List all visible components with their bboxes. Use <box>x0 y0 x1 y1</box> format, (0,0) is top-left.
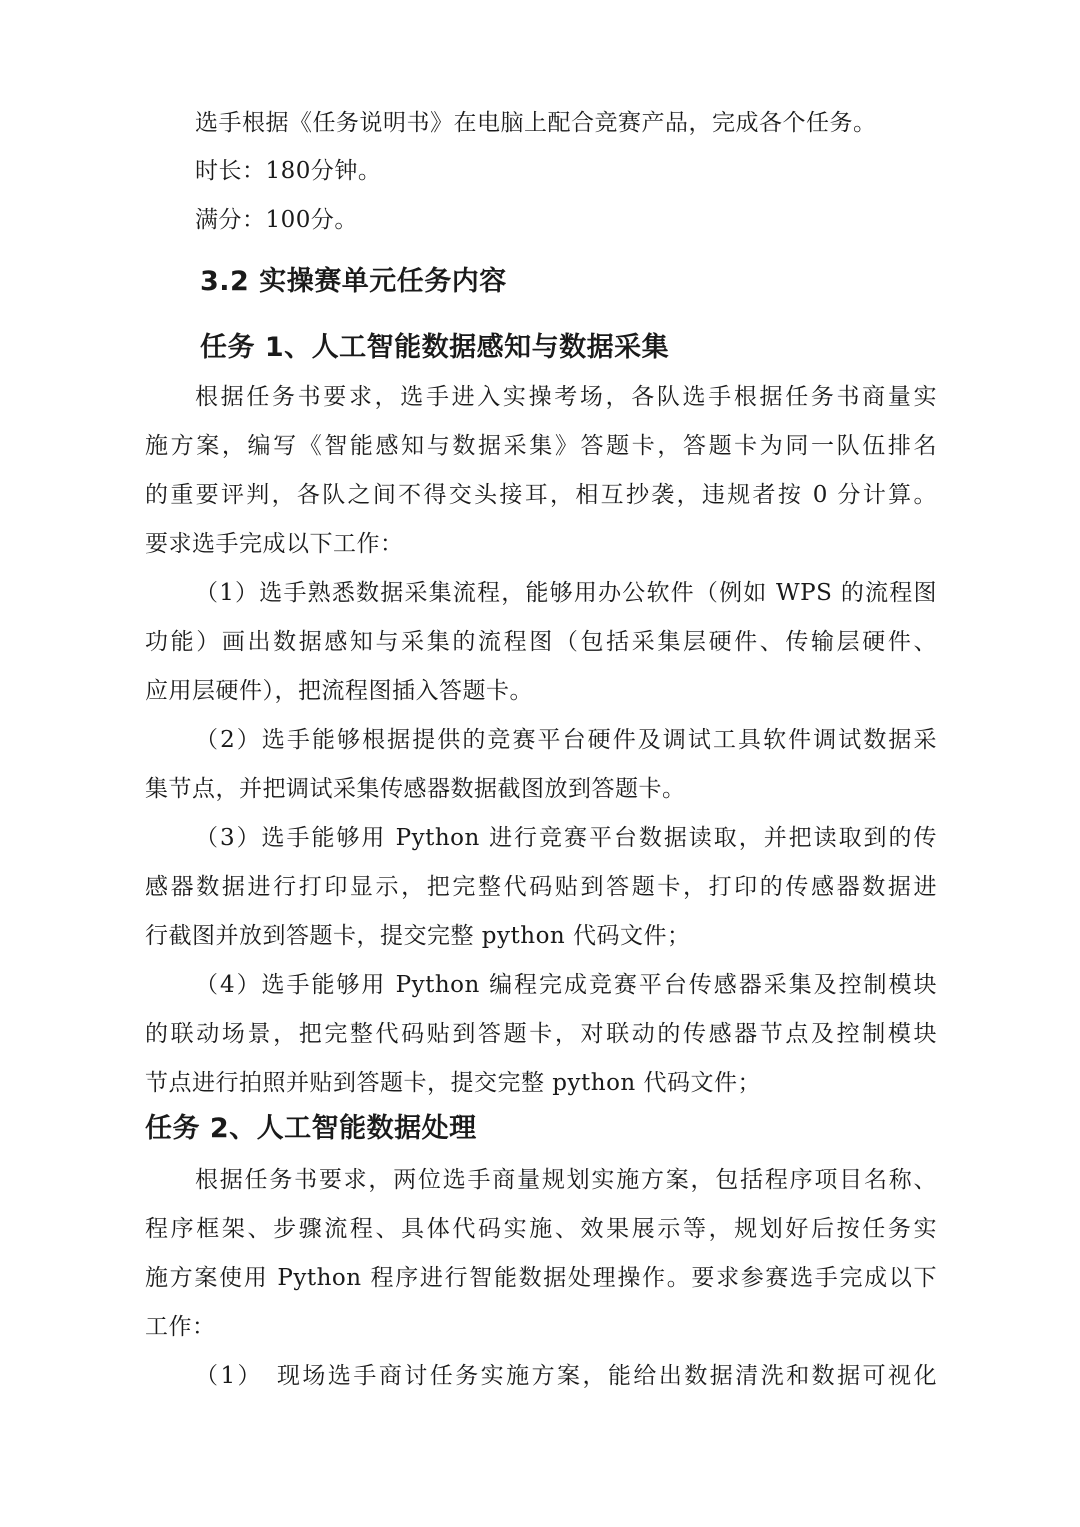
task1-item4-line: （4）选手能够用 Python 编程完成竞赛平台传感器采集及控制模块 <box>195 972 937 998</box>
score-text: 满分：100分。 <box>195 207 358 233</box>
task2-heading: 任务 2、人工智能数据处理 <box>145 1113 477 1144</box>
task1-paragraph-line: 施方案，编写《智能感知与数据采集》答题卡，答题卡为同一队伍排名 <box>145 433 937 459</box>
task1-heading: 任务 1、人工智能数据感知与数据采集 <box>200 332 670 363</box>
task2-paragraph-line: 施方案使用 Python 程序进行智能数据处理操作。要求参赛选手完成以下 <box>145 1265 937 1291</box>
task1-paragraph-line: 要求选手完成以下工作： <box>145 531 404 557</box>
task1-item2-line: 集节点，并把调试采集传感器数据截图放到答题卡。 <box>145 776 686 802</box>
task1-paragraph-line: 的重要评判，各队之间不得交头接耳，相互抄袭，违规者按 0 分计算。 <box>145 482 937 508</box>
duration-text: 时长：180分钟。 <box>195 158 382 184</box>
task1-item1-line: 功能）画出数据感知与采集的流程图（包括采集层硬件、传输层硬件、 <box>145 629 937 655</box>
task1-item3-line: （3）选手能够用 Python 进行竞赛平台数据读取，并把读取到的传 <box>195 825 937 851</box>
task1-item1-line: 应用层硬件），把流程图插入答题卡。 <box>145 678 533 704</box>
task1-paragraph-line: 根据任务书要求，选手进入实操考场，各队选手根据任务书商量实 <box>195 384 937 410</box>
task2-paragraph-line: 根据任务书要求，两位选手商量规划实施方案，包括程序项目名称、 <box>195 1167 937 1193</box>
task2-paragraph-line: 程序框架、步骤流程、具体代码实施、效果展示等，规划好后按任务实 <box>145 1216 937 1242</box>
task1-item4-line: 的联动场景，把完整代码贴到答题卡，对联动的传感器节点及控制模块 <box>145 1021 937 1047</box>
section-heading: 3.2 实操赛单元任务内容 <box>200 266 507 297</box>
intro-line: 选手根据《任务说明书》在电脑上配合竞赛产品，完成各个任务。 <box>195 110 877 136</box>
task1-item3-line: 行截图并放到答题卡，提交完整 python 代码文件； <box>145 923 691 949</box>
task2-item1-line: （1） 现场选手商讨任务实施方案，能给出数据清洗和数据可视化 <box>195 1363 937 1389</box>
task1-item1-line: （1）选手熟悉数据采集流程，能够用办公软件（例如 WPS 的流程图 <box>195 580 937 606</box>
task1-item3-line: 感器数据进行打印显示，把完整代码贴到答题卡，打印的传感器数据进 <box>145 874 937 900</box>
task1-item2-line: （2）选手能够根据提供的竞赛平台硬件及调试工具软件调试数据采 <box>195 727 937 753</box>
task1-item4-line: 节点进行拍照并贴到答题卡，提交完整 python 代码文件； <box>145 1070 762 1096</box>
task2-paragraph-line: 工作： <box>145 1314 216 1340</box>
